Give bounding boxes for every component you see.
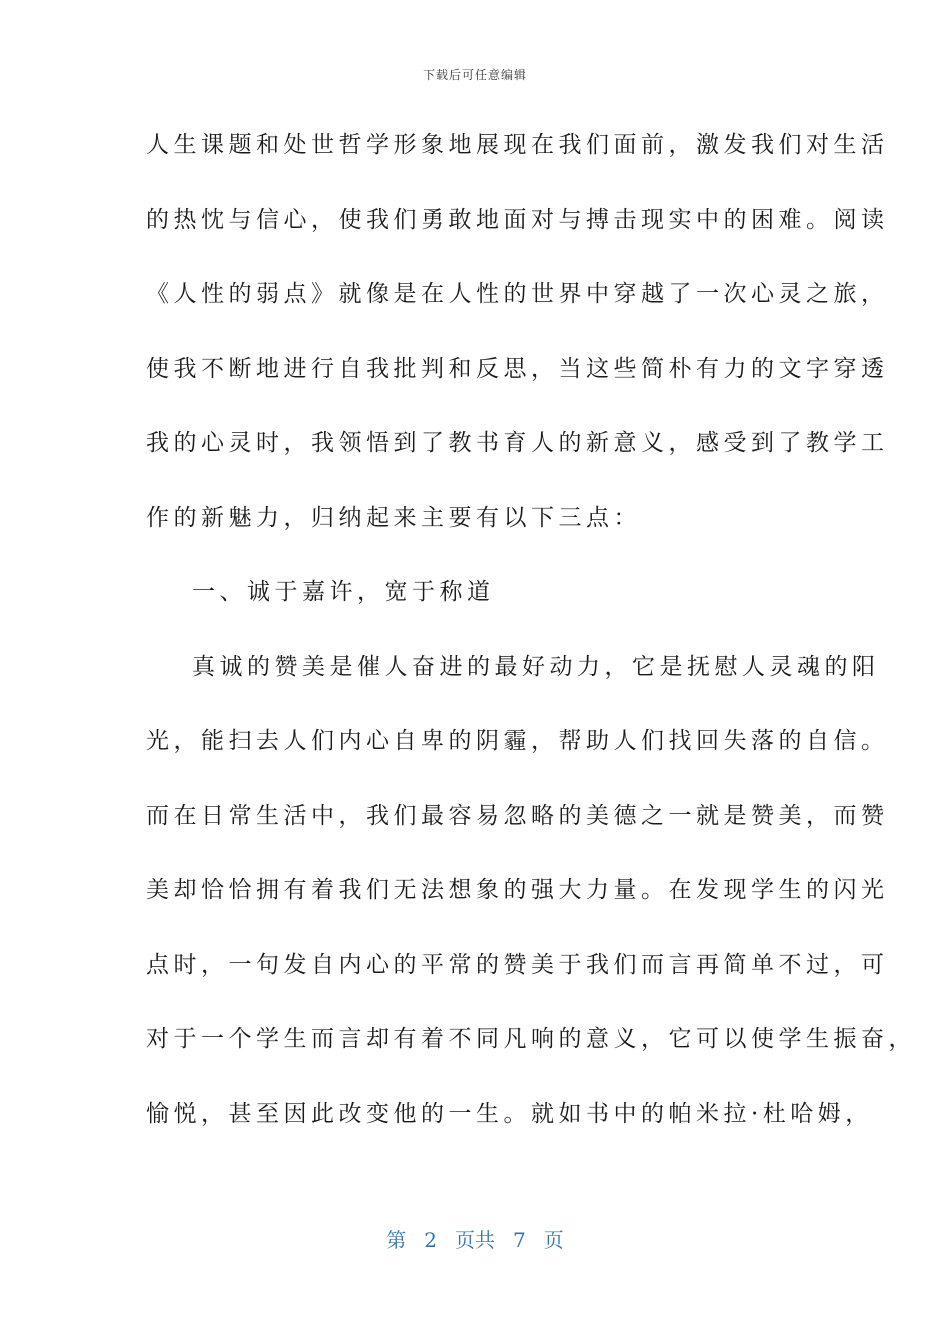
body-line: 点时，一句发自内心的平常的赞美于我们而言再简单不过，可 <box>146 951 889 978</box>
body-line: 真诚的赞美是催人奋进的最好动力，它是抚慰人灵魂的阳 <box>192 653 880 680</box>
body-line: 使我不断地进行自我批判和反思，当这些简朴有力的文字穿透 <box>146 355 889 382</box>
document-body <box>146 122 916 1165</box>
body-line: 而在日常生活中，我们最容易忽略的美德之一就是赞美，而赞 <box>146 802 889 829</box>
body-line: 作的新魅力，归纳起来主要有以下三点： <box>146 504 641 531</box>
footer-middle: 页共 <box>455 1228 495 1252</box>
page-header: 下载后可任意编辑 <box>422 68 527 82</box>
body-line: 对于一个学生而言却有着不同凡响的意义，它可以使学生振奋， <box>146 1026 916 1052</box>
footer-suffix: 页 <box>543 1228 564 1252</box>
body-line: 我的心灵时，我领悟到了教书育人的新意义，感受到了教学工 <box>146 430 889 456</box>
current-page-number: 2 <box>424 1228 437 1252</box>
body-line: 人生课题和处世哲学形象地展现在我们面前，激发我们对生活 <box>146 132 889 158</box>
body-line: 《人性的弱点》就像是在人性的世界中穿越了一次心灵之旅， <box>146 281 889 307</box>
body-line: 愉悦，甚至因此改变他的一生。就如书中的帕米拉·杜哈姆， <box>146 1100 873 1127</box>
body-line: 的热忱与信心，使我们勇敢地面对与搏击现实中的困难。阅读 <box>146 206 889 233</box>
page-footer <box>0 1224 950 1253</box>
body-line: 光，能扫去人们内心自卑的阴霾，帮助人们找回失落的自信。 <box>146 728 889 754</box>
footer-prefix: 第 <box>386 1228 407 1252</box>
section-heading: 一、诚于嘉许，宽于称道 <box>192 579 495 605</box>
body-line: 美却恰恰拥有着我们无法想象的强大力量。在发现学生的闪光 <box>146 877 889 903</box>
total-pages-number: 7 <box>513 1228 526 1252</box>
